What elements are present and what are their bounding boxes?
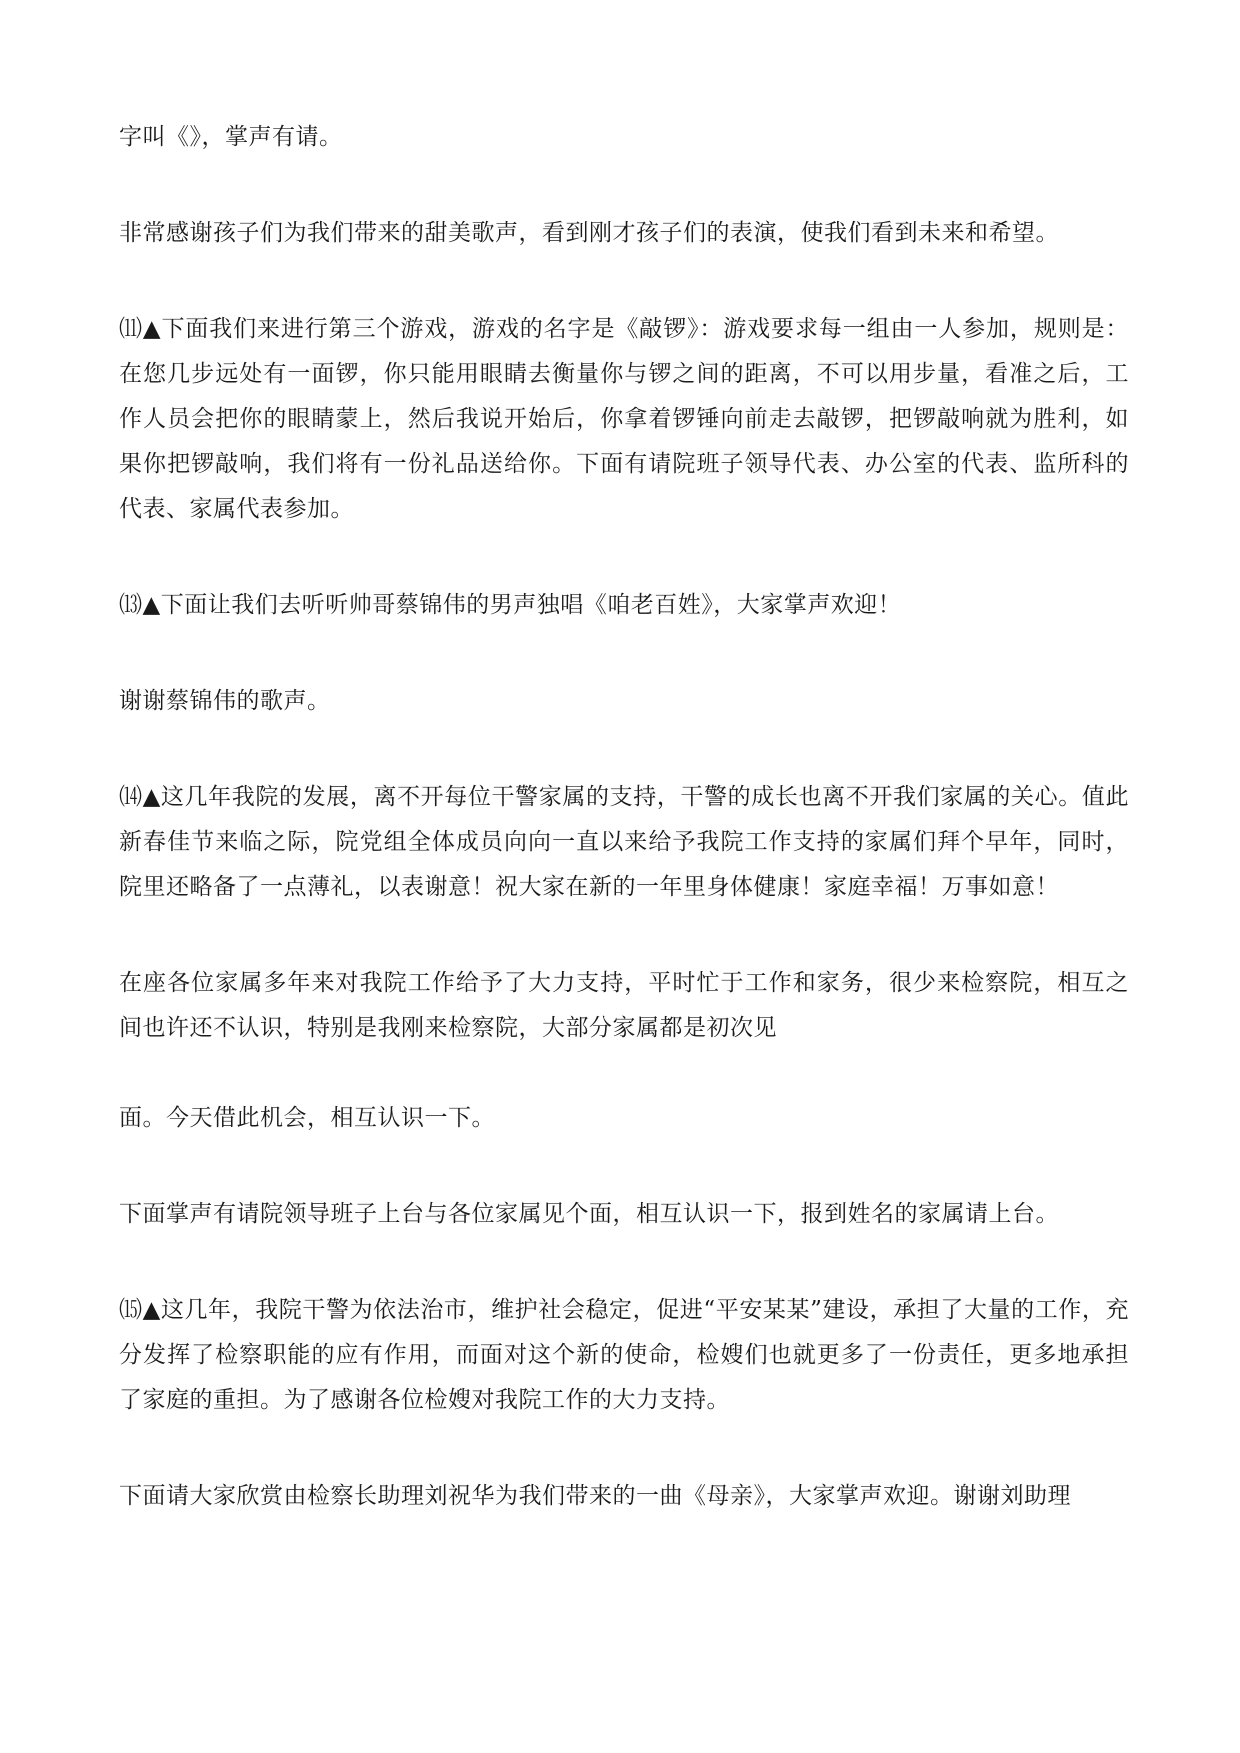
document-body [119, 115, 1129, 1570]
paragraph: 谢谢蔡锦伟的歌声。 [119, 688, 331, 714]
paragraph: 下面请大家欣赏由检察长助理刘祝华为我们带来的一曲《母亲》，大家掌声欢迎。谢谢刘助理 [119, 1483, 1071, 1509]
paragraph: ⑾▲下面我们来进行第三个游戏，游戏的名字是《敲锣》：游戏要求每一组由一人参加，规则是：在您几步远处有一面锣，你只能用眼睛去衡量你与锣之间的距离，不可以用步量，看准之后，工作人员会把你的眼睛蒙上，然后我说开始后，你拿着锣锤向前走去敲锣，把锣敲响就为胜利，如果你把锣敲响，我们将有一份礼品送给你。下面有请院班子领导代表、办公室的代表、监所科的代表、家属代表参加。 [119, 316, 1129, 522]
paragraph: ⒂▲这几年，我院干警为依法治市，维护社会稳定，促进“平安某某”建设，承担了大量的工作，充分发挥了检察职能的应有作用，而面对这个新的使命，检嫂们也就更多了一份责任，更多地承担了家庭的重担。为了感谢各位检嫂对我院工作的大力支持。 [119, 1297, 1129, 1413]
paragraph: 非常感谢孩子们为我们带来的甜美歌声，看到刚才孩子们的表演，使我们看到未来和希望。 [119, 220, 1059, 246]
paragraph: 在座各位家属多年来对我院工作给予了大力支持，平时忙于工作和家务，很少来检察院，相互之间也许还不认识，特别是我刚来检察院，大部分家属都是初次见 [119, 970, 1129, 1041]
paragraph: ⒀▲下面让我们去听听帅哥蔡锦伟的男声独唱《咱老百姓》，大家掌声欢迎！ [119, 592, 902, 618]
paragraph: ⒁▲这几年我院的发展，离不开每位干警家属的支持，干警的成长也离不开我们家属的关心。值此新春佳节来临之际，院党组全体成员向向一直以来给予我院工作支持的家属们拜个早年，同时，院里还略备了一点薄礼，以表谢意！祝大家在新的一年里身体健康！家庭幸福！万事如意！ [119, 784, 1129, 900]
paragraph: 面。今天借此机会，相互认识一下。 [119, 1105, 495, 1131]
paragraph: 下面掌声有请院领导班子上台与各位家属见个面，相互认识一下，报到姓名的家属请上台。 [119, 1201, 1059, 1227]
paragraph: 字叫《》，掌声有请。 [119, 124, 343, 150]
